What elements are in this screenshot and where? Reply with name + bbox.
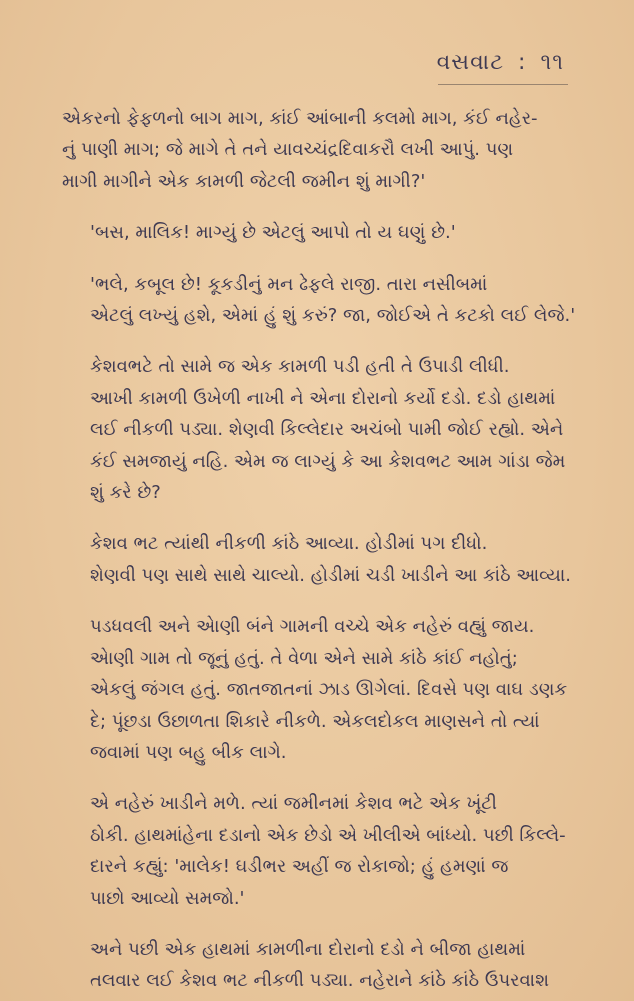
text-line: એટલું લખ્યું હશે, એમાં હું શું કરું? જા, જોઈએ તે કટકો લઈ લેજે.' [90, 305, 576, 327]
text-line: લઈ નીકળી પડ્યા. શેણવી કિલ્લેદાર અચંબો પામી જોઈ રહ્યો. એને [90, 419, 564, 441]
page-number: ૧૧ [540, 50, 564, 75]
header-underline [438, 84, 568, 85]
running-header [437, 50, 564, 75]
text-line: 'બસ, માલિક! માગ્યું છે એટલું આપો તો ય ઘણું છે.' [90, 222, 456, 244]
text-line: આખી કામળી ઉખેળી નાખી ને એના દોરાનો કર્યો દડો. દડો હાથમાં [90, 387, 556, 409]
header-title: વસવાટ [436, 50, 505, 75]
text-line: શેણવી પણ સાથે સાથે ચાલ્યો. હોડીમાં ચડી ખાડીને આ કાંઠે આવ્યા. [90, 564, 571, 586]
text-line: પડધવલી અને એાણી બંને ગામની વચ્ચે એક નહેરું વહ્યું જાય. [90, 616, 535, 638]
text-line: માગી માગીને એક કામળી જેટલી જમીન શું માગી?' [62, 170, 426, 192]
text-line: નું પાણી માગ; જે માગે તે તને યાવચ્ચંદ્રદિવાકરૌ લખી આપું. પણ [62, 139, 514, 161]
text-line: તલવાર લઈ કેશવ ભટ નીકળી પડ્યા. નહેરાને કાંઠે કાંઠે ઉપરવાશ [90, 970, 549, 992]
paragraph [62, 217, 582, 248]
paragraph [62, 934, 582, 997]
text-line: પાછો આવ્યો સમજો.' [90, 887, 245, 909]
text-line: કેશવ ભટ ત્યાંથી નીકળી કાંઠે આવ્યા. હોડીમાં પગ દીધો. [90, 533, 488, 555]
paragraph [62, 103, 582, 197]
text-line: શું કરે છે? [90, 482, 161, 504]
text-line: જવામાં પણ બહુ બીક લાગે. [90, 741, 287, 763]
page-body [62, 103, 582, 1001]
paragraph [62, 611, 582, 768]
text-line: કેશવભટે તો સામે જ એક કામળી પડી હતી તે ઉપાડી લીધી. [90, 356, 510, 378]
text-line: એાણી ગામ તો જૂનું હતું. તે વેળા એને સામે કાંઠે કાંઈ નહોતું; [90, 647, 518, 669]
text-line: એકરનો ફેફળનો બાગ માગ, કાંઈ આંબાની કલમો માગ, કંઈ નહેર- [62, 108, 538, 129]
paragraph [62, 788, 582, 914]
paragraph [62, 269, 582, 332]
header-separator: : [518, 50, 527, 75]
text-line: એ નહેરું ખાડીને મળે. ત્યાં જમીનમાં કેશવ ભટે એક ખૂંટી [90, 793, 497, 815]
text-line: કંઈ સમજાયું નહિ. એમ જ લાગ્યું કે આ કેશવભટ આમ ગાંડા જેમ [90, 450, 566, 472]
text-line: દે; પૂંછડા ઉછાળતા શિકારે નીકળે. એકલદોકલ માણસને તો ત્યાં [90, 710, 540, 732]
text-line: ઠોકી. હાથમાંહેના દડાનો એક છેડો એ ખીલીએ બાંધ્યો. પછી કિલ્લે- [90, 824, 566, 846]
paragraph [62, 528, 582, 591]
paragraph [62, 351, 582, 508]
text-line: અને પછી એક હાથમાં કામળીના દોરાનો દડો ને બીજા હાથમાં [90, 938, 526, 960]
text-line: દારને કહ્યું: 'માલેક! ઘડીભર અહીં જ રોકાજો; હું હમણાં જ [90, 856, 509, 878]
text-line: 'ભલે, કબૂલ છે! કૂકડીનું મન ઢેફલે રાજી. તારા નસીબમાં [90, 273, 488, 295]
text-line: એકલું જંગલ હતું. જાતજાતનાં ઝાડ ઊગેલાં. દિવસે પણ વાઘ ડણક [90, 679, 568, 701]
